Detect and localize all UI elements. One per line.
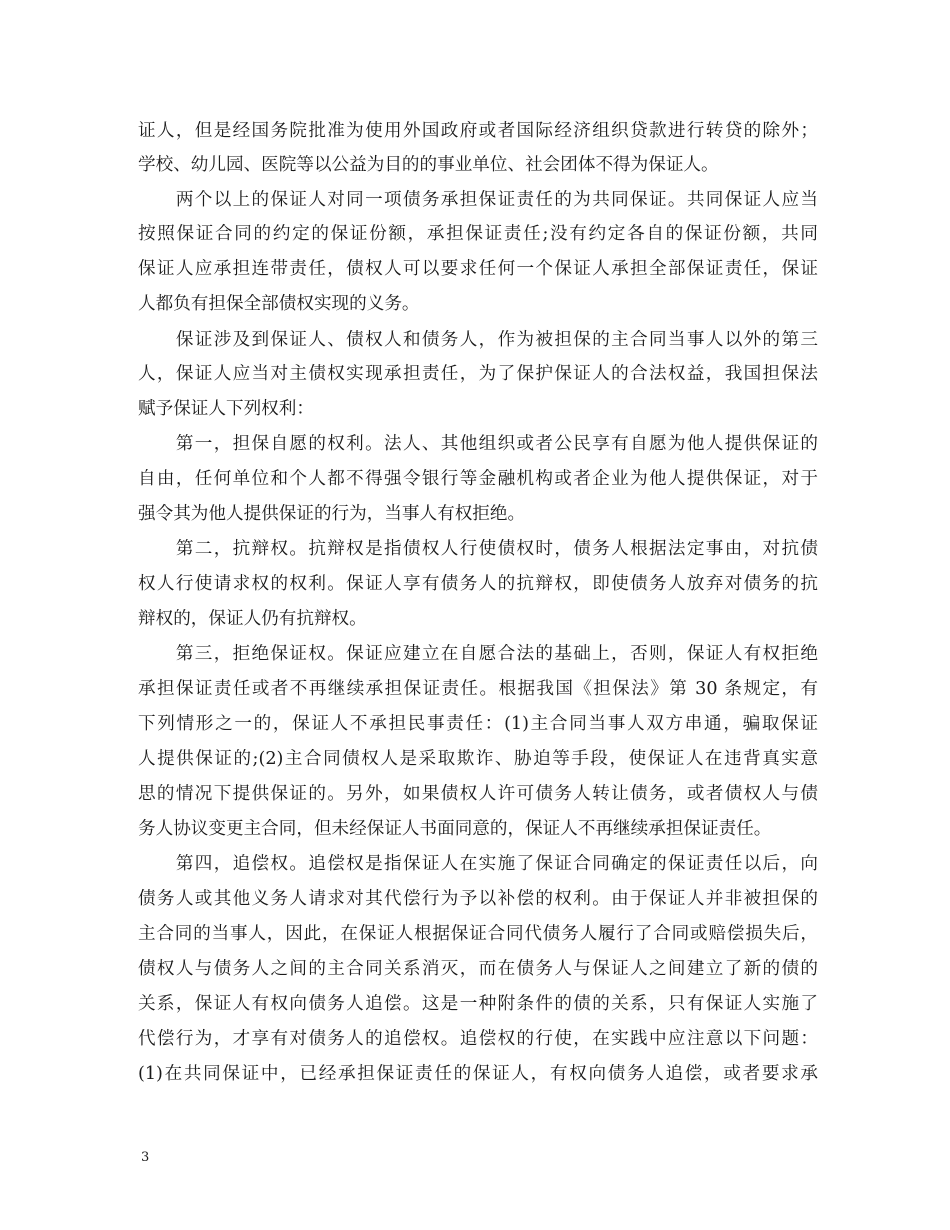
text-line: 关系，保证人有权向债务人追偿。这是一种附条件的债的关系，只有保证人实施了 xyxy=(138,994,818,1014)
text-line: 证人，但是经国务院批准为使用外国政府或者国际经济组织贷款进行转贷的除外； xyxy=(138,121,818,141)
text-line: 按照保证合同的约定的保证份额，承担保证责任;没有约定各自的保证份额，共同 xyxy=(138,224,818,244)
text-line: 代偿行为，才享有对债务人的追偿权。追偿权的行使，在实践中应注意以下问题： xyxy=(138,1029,818,1049)
text-line: 债务人或其他义务人请求对其代偿行为予以补偿的权利。由于保证人并非被担保的 xyxy=(138,889,818,909)
text-line: 两个以上的保证人对同一项债务承担保证责任的为共同保证。共同保证人应当 xyxy=(138,190,818,210)
text-line: 辩权的，保证人仍有抗辩权。 xyxy=(138,609,367,629)
text-line: 人都负有担保全部债权实现的义务。 xyxy=(138,294,420,314)
text-line: 下列情形之一的，保证人不承担民事责任：(1)主合同当事人双方串通，骗取保证 xyxy=(138,714,818,734)
text-line: 人，保证人应当对主债权实现承担责任，为了保护保证人的合法权益，我国担保法 xyxy=(138,364,818,384)
text-line: 思的情况下提供保证的。另外，如果债权人许可债务人转让债务，或者债权人与债 xyxy=(138,784,818,804)
text-line: 第二，抗辩权。抗辩权是指债权人行使债权时，债务人根据法定事由，对抗债 xyxy=(138,539,818,559)
text-line: 强令其为他人提供保证的行为，当事人有权拒绝。 xyxy=(138,504,526,524)
page-number: 3 xyxy=(141,1150,150,1165)
text-line: 第三，拒绝保证权。保证应建立在自愿合法的基础上，否则，保证人有权拒绝 xyxy=(138,644,818,664)
text-line: 自由，任何单位和个人都不得强令银行等金融机构或者企业为他人提供保证，对于 xyxy=(138,469,818,489)
text-line: 学校、幼儿园、医院等以公益为目的的事业单位、社会团体不得为保证人。 xyxy=(138,155,719,175)
text-line: 赋予保证人下列权利： xyxy=(138,399,314,419)
text-line: 债权人与债务人之间的主合同关系消灭，而在债务人与保证人之间建立了新的债的 xyxy=(138,959,818,979)
text-line: (1)在共同保证中，已经承担保证责任的保证人，有权向债务人追偿，或者要求承 xyxy=(138,1064,818,1084)
text-line: 人提供保证的;(2)主合同债权人是采取欺诈、胁迫等手段，使保证人在违背真实意 xyxy=(138,749,818,769)
text-line: 保证人应承担连带责任，债权人可以要求任何一个保证人承担全部保证责任，保证 xyxy=(138,259,818,279)
text-line: 务人协议变更主合同，但未经保证人书面同意的，保证人不再继续承担保证责任。 xyxy=(138,819,772,839)
text-line: 第一，担保自愿的权利。法人、其他组织或者公民享有自愿为他人提供保证的 xyxy=(138,434,818,454)
text-line: 保证涉及到保证人、债权人和债务人，作为被担保的主合同当事人以外的第三 xyxy=(138,330,818,350)
text-line: 主合同的当事人，因此，在保证人根据保证合同代债务人履行了合同或赔偿损失后， xyxy=(138,924,818,944)
text-line: 权人行使请求权的权利。保证人享有债务人的抗辩权，即使债务人放弃对债务的抗 xyxy=(138,574,818,594)
text-line: 承担保证责任或者不再继续承担保证责任。根据我国《担保法》第 30 条规定，有 xyxy=(138,679,818,699)
text-line: 第四，追偿权。追偿权是指保证人在实施了保证合同确定的保证责任以后，向 xyxy=(138,854,818,874)
